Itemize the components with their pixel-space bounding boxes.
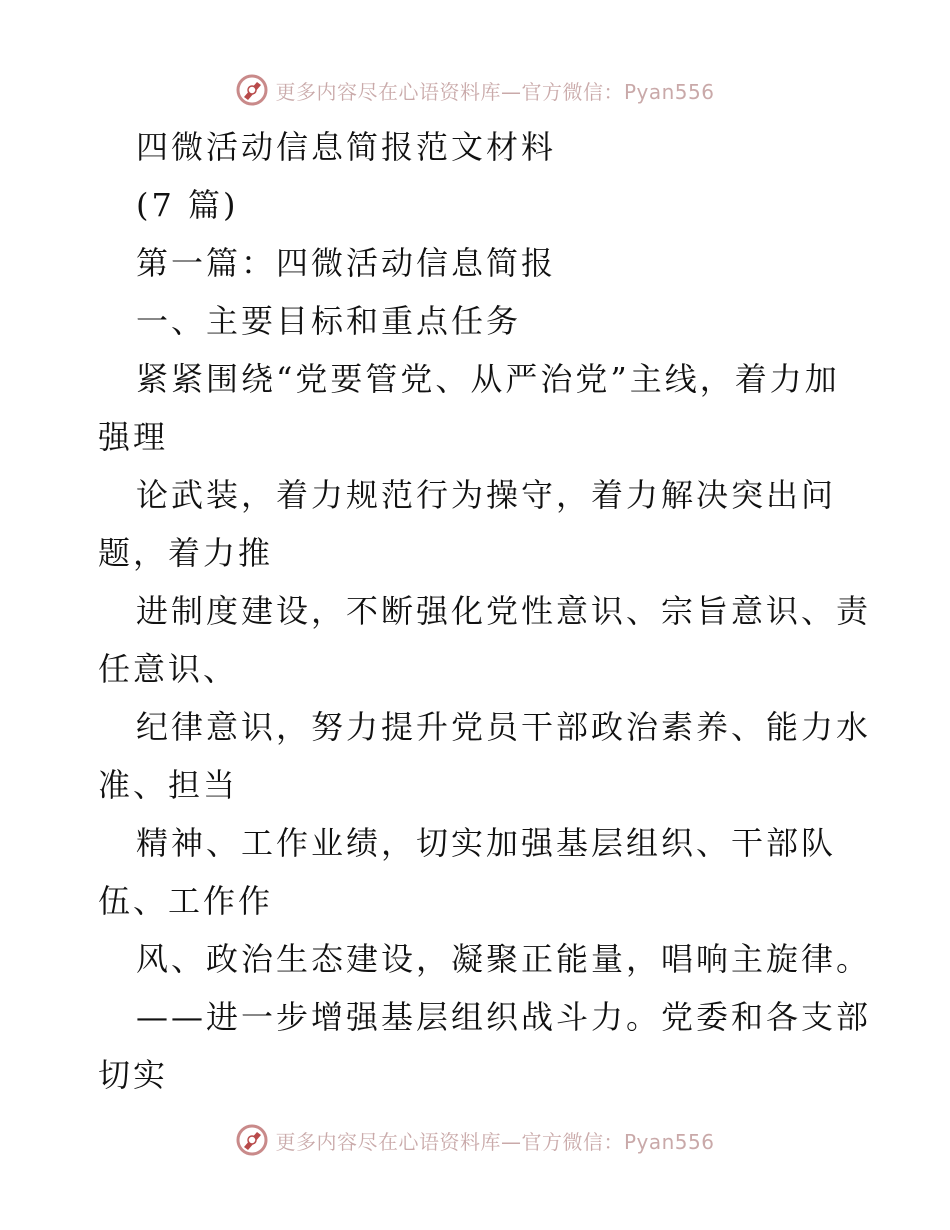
paragraph-line: 紧紧围绕“党要管党、从严治党”主线，着力加 <box>136 360 840 398</box>
paragraph-line: 伍、工作作 <box>98 882 274 920</box>
paragraph-line: 任意识、 <box>98 650 239 688</box>
pen-logo-icon <box>235 1123 269 1157</box>
paragraph-line: 题，着力推 <box>98 534 274 572</box>
section-heading: 第一篇：四微活动信息简报 <box>136 244 557 282</box>
paragraph-line: 风、政治生态建设，凝聚正能量，唱响主旋律。 <box>136 940 872 978</box>
subsection-heading: 一、主要目标和重点任务 <box>136 302 522 340</box>
paragraph-line: 精神、工作业绩，切实加强基层组织、干部队 <box>136 824 837 862</box>
watermark-text: 更多内容尽在心语资料库—官方微信：Pyan556 <box>275 79 715 104</box>
paragraph-line: 强理 <box>98 418 169 456</box>
paragraph-line: 论武装，着力规范行为操守，着力解决突出问 <box>136 476 837 514</box>
header-watermark <box>0 70 950 110</box>
paragraph-line: 准、担当 <box>98 766 239 804</box>
document-title: 四微活动信息简报范文材料 <box>136 128 557 166</box>
paragraph-line: 纪律意识，努力提升党员干部政治素养、能力水 <box>136 708 872 746</box>
document-body <box>98 118 872 1104</box>
document-subtitle: (7 篇) <box>136 186 239 224</box>
paragraph-line: 切实 <box>98 1056 169 1094</box>
paragraph-line: 进制度建设，不断强化党性意识、宗旨意识、责 <box>136 592 872 630</box>
paragraph-line: ——进一步增强基层组织战斗力。党委和各支部 <box>136 998 872 1036</box>
pen-logo-icon <box>235 73 269 107</box>
footer-watermark <box>0 1120 950 1160</box>
watermark-text: 更多内容尽在心语资料库—官方微信：Pyan556 <box>275 1129 715 1154</box>
